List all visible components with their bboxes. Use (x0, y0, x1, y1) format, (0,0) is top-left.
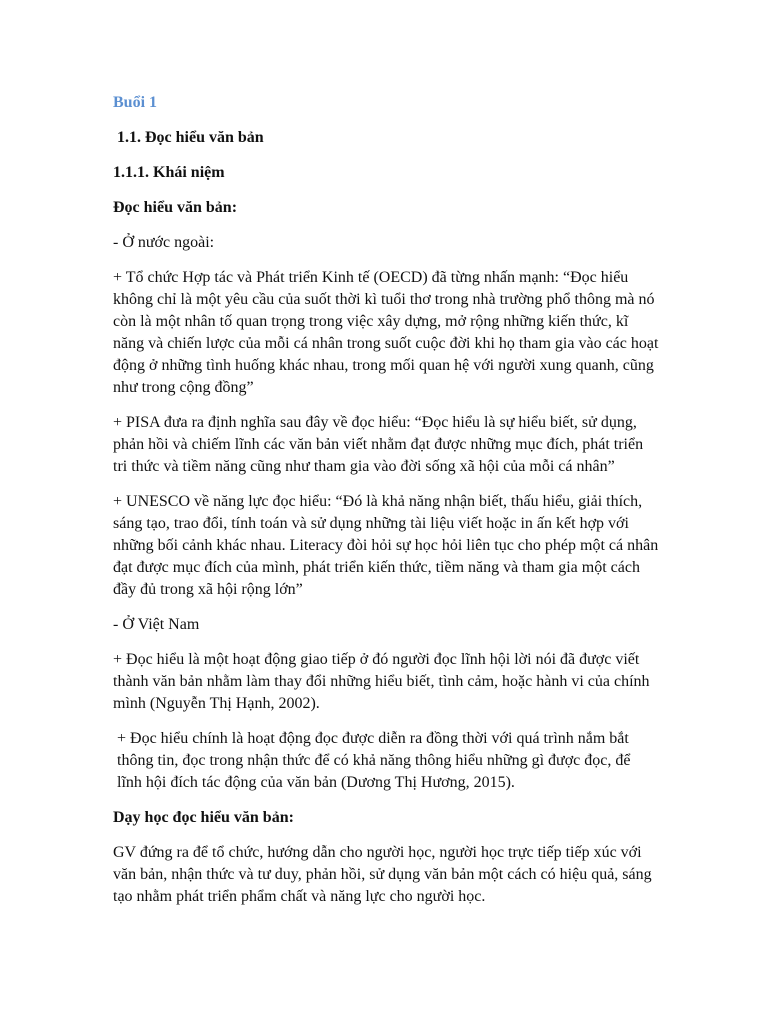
document-page (113, 92, 659, 921)
oecd-paragraph: + Tổ chức Hợp tác và Phát triển Kinh tế (OECD) đã từng nhấn mạnh: “Đọc hiểu không chỉ là một yêu cầu của suốt thời kì tuổi thơ trong nhà trường phổ thông mà nó còn là một nhân tố quan trọng trong việc xây dựng, mở rộng những kiến thức, kĩ năng và chiến lược của mỗi cá nhân trong suốt cuộc đời khi họ tham gia vào các hoạt động ở những tình huống khác nhau, trong mối quan hệ với người xung quanh, cũng như trong cộng đồng” (113, 269, 659, 396)
abroad-label: - Ở nước ngoài: (113, 234, 215, 251)
heading-level-2: 1.1.1. Khái niệm (113, 164, 225, 181)
pisa-paragraph: + PISA đưa ra định nghĩa sau đây về đọc hiểu: “Đọc hiểu là sự hiểu biết, sử dụng, phản hồi và chiếm lĩnh các văn bản viết nhằm đạt được những mục đích, phát triển tri thức và tiềm năng cũng như tham gia vào đời sống xã hội của mỗi cá nhân” (113, 414, 644, 475)
vietnam-label: - Ở Việt Nam (113, 616, 200, 633)
term-teaching-reading: Dạy học đọc hiểu văn bản: (113, 809, 294, 826)
vietnam-paragraph-1: + Đọc hiểu là một hoạt động giao tiếp ở đó người đọc lĩnh hội lời nói đã được viết thành văn bản nhằm làm thay đổi những hiểu biết, tình cảm, hoặc hành vi của chính mình (Nguyễn Thị Hạnh, 2002). (113, 651, 650, 712)
vietnam-paragraph-2: + Đọc hiểu chính là hoạt động đọc được diễn ra đồng thời với quá trình nắm bắt thông tin, đọc trong nhận thức để có khả năng thông hiểu những gì được đọc, để lĩnh hội đích tác động của văn bản (Dương Thị Hương, 2015). (117, 730, 631, 791)
session-title: Buổi 1 (113, 94, 158, 111)
unesco-paragraph: + UNESCO về năng lực đọc hiểu: “Đó là khả năng nhận biết, thấu hiểu, giải thích, sáng tạo, trao đổi, tính toán và sử dụng những tài liệu viết hoặc in ấn kết hợp với những bối cảnh khác nhau. Literacy đòi hỏi sự học hỏi liên tục cho phép một cá nhân đạt được mục đích của mình, phát triển kiến thức, tiềm năng và tham gia một cách đầy đủ trong xã hội rộng lớn” (113, 493, 659, 598)
term-reading-comprehension: Đọc hiểu văn bản: (113, 199, 238, 216)
heading-level-1: 1.1. Đọc hiểu văn bản (117, 129, 264, 146)
teaching-paragraph: GV đứng ra để tổ chức, hướng dẫn cho người học, người học trực tiếp tiếp xúc với văn bản, nhận thức và tư duy, phản hồi, sử dụng văn bản một cách có hiệu quả, sáng tạo nhằm phát triển phẩm chất và năng lực cho người học. (113, 844, 652, 905)
